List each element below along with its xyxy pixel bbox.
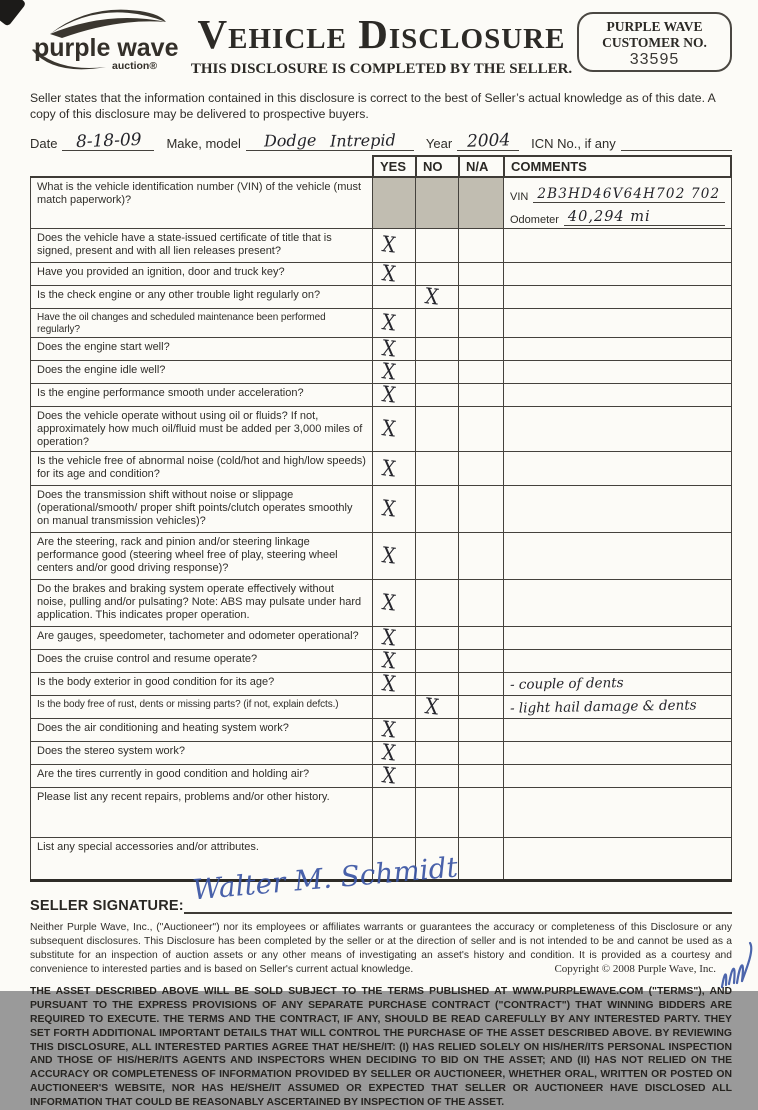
comments-cell[interactable] bbox=[503, 178, 732, 228]
no-checkbox-cell[interactable] bbox=[415, 361, 458, 383]
table-row bbox=[30, 283, 732, 311]
no-checkbox-cell[interactable] bbox=[415, 627, 458, 649]
question-column-header bbox=[30, 155, 372, 176]
na-checkbox-cell[interactable] bbox=[458, 650, 503, 672]
yes-checkbox-cell[interactable] bbox=[372, 381, 415, 409]
table-row bbox=[30, 624, 732, 652]
handwritten-x-mark: X bbox=[380, 670, 398, 698]
na-checkbox-cell[interactable] bbox=[458, 263, 503, 285]
yes-checkbox-cell[interactable] bbox=[372, 739, 415, 767]
question-text: Does the transmission shift without noise or slippage (operational/smooth/ proper shift points/clutch operates smoothly on manual transmission vehicles)? bbox=[30, 486, 372, 532]
yes-checkbox-cell[interactable] bbox=[372, 788, 415, 837]
comments-cell[interactable] bbox=[503, 627, 732, 649]
vehicle-info-row bbox=[30, 129, 732, 151]
no-checkbox-cell[interactable] bbox=[415, 533, 458, 579]
no-checkbox-cell[interactable] bbox=[415, 580, 458, 626]
question-text: Are gauges, speedometer, tachometer and odometer operational? bbox=[30, 627, 372, 649]
na-checkbox-cell[interactable] bbox=[458, 407, 503, 451]
table-row bbox=[30, 670, 732, 698]
handwritten-x-mark: X bbox=[380, 415, 398, 443]
comment-field-line bbox=[510, 180, 725, 203]
na-checkbox-cell[interactable] bbox=[458, 384, 503, 406]
question-text: Does the stereo system work? bbox=[30, 742, 372, 764]
comment-handwritten-note: - light hail damage & dents bbox=[509, 697, 697, 717]
table-row bbox=[30, 309, 732, 339]
year-handwritten: 2004 bbox=[466, 129, 511, 152]
na-checkbox-cell[interactable] bbox=[458, 719, 503, 741]
na-checkbox-cell[interactable] bbox=[458, 742, 503, 764]
no-checkbox-cell[interactable] bbox=[415, 452, 458, 485]
comments-cell[interactable] bbox=[503, 338, 732, 360]
handwritten-x-mark: X bbox=[380, 455, 398, 483]
terms-paragraph: THE ASSET DESCRIBED ABOVE WILL BE SOLD SUBJECT TO THE TERMS PUBLISHED AT WWW.PURPLEWAVE.COM ("TERMS"), AND PURSUANT TO THE EXPRESS PROVISIONS OF ANY SEPARATE PURCHASE CONTRACT ("CONTRACT") THAT WINNING BIDDERS ARE REQUIRED TO EXECUTE. THE TERMS AND THE CONTRACT, IF ANY, SHOULD BE READ CAREFULLY BY ANY INTERESTED PARTY. THEY SET FORTH ADDITIONAL IMPORTANT DETAILS THAT WILL CONTROL THE PURCHASE OF THE ASSET DESCRIBED ABOVE. BY REVIEWING THIS DISCLOSURE, ALL INTERESTED PARTIES AGREE THAT HE/SHE/IT: (I) HAS RELIED SOLELY ON HIS/HER/ITS PERSONAL INSPECTION AND THOSE OF HIS/HER/ITS AGENTS AND INSPECTORS WHEN DECIDING TO BID ON THE ASSET; AND (II) HAS NOT RELIED ON THE ACCURACY OR COMPLETENESS OF INFORMATION PROVIDED BY SELLER OR AUCTIONEER, WHETHER ORAL, WRITTEN OR POSTED ON AUCTIONEER'S WEBSITE, NOR HAS HE/SHE/IT ASSUMED OR EXPECTED THAT SELLER OR AUCTIONEER HAVE DISCLOSED ALL INFORMATION THAT COULD BE REASONABLY ASCERTAINED BY INSPECTION OF THE ASSET. bbox=[30, 985, 732, 1109]
na-checkbox-cell[interactable] bbox=[458, 309, 503, 338]
yes-column-header: YES bbox=[372, 155, 415, 176]
table-row bbox=[30, 486, 732, 533]
question-text: Are the steering, rack and pinion and/or steering linkage performance good (steering wheel free of play, steering wheel centers and/or good driving response)? bbox=[30, 533, 372, 579]
yes-checkbox-cell[interactable] bbox=[372, 716, 415, 744]
question-text: Is the check engine or any other trouble light regularly on? bbox=[30, 286, 372, 308]
question-text: Does the engine start well? bbox=[30, 338, 372, 360]
year-label: Year bbox=[425, 135, 453, 151]
no-checkbox-cell[interactable] bbox=[415, 309, 458, 338]
question-text: Do the brakes and braking system operate effectively without noise, pulling and/or pulsating? Note: ABS may pulsate under hard application. This indicates proper operation. bbox=[30, 580, 372, 626]
question-text: Does the vehicle operate without using oil or fluids? If not, approximately how much oil/fluid must be added per 3,000 miles of operation? bbox=[30, 407, 372, 451]
question-text: Does the cruise control and resume operate? bbox=[30, 650, 372, 672]
table-row bbox=[30, 716, 732, 744]
table-header-row bbox=[30, 155, 732, 176]
comments-cell[interactable] bbox=[503, 286, 732, 308]
no-checkbox-cell[interactable] bbox=[415, 178, 458, 228]
table-row bbox=[30, 452, 732, 486]
comments-cell[interactable] bbox=[503, 384, 732, 406]
comment-handwritten-note: - couple of dents bbox=[509, 675, 624, 694]
comments-cell[interactable] bbox=[503, 263, 732, 285]
na-checkbox-cell[interactable] bbox=[458, 627, 503, 649]
na-checkbox-cell[interactable] bbox=[458, 580, 503, 626]
make-model-label: Make, model bbox=[166, 135, 241, 151]
handwritten-x-mark: X bbox=[380, 589, 398, 617]
handwritten-x-mark: X bbox=[380, 762, 398, 790]
yes-checkbox-cell[interactable] bbox=[372, 533, 415, 579]
yes-checkbox-cell[interactable] bbox=[372, 358, 415, 386]
yes-checkbox-cell[interactable] bbox=[372, 647, 415, 675]
intro-statement: Seller states that the information contained in this disclosure is correct to the best of Seller’s actual knowledge as of this date. A copy of this disclosure may be delivered to prospective buyers. bbox=[30, 91, 716, 121]
handwritten-x-mark: X bbox=[380, 260, 398, 288]
seller-signature-label: SELLER SIGNATURE: bbox=[30, 898, 184, 915]
na-checkbox-cell[interactable] bbox=[458, 673, 503, 695]
comments-cell[interactable] bbox=[503, 673, 732, 695]
date-handwritten: 8-18-09 bbox=[75, 129, 142, 152]
na-checkbox-cell[interactable] bbox=[458, 788, 503, 837]
na-checkbox-cell[interactable] bbox=[458, 286, 503, 308]
copyright-notice: Copyright © 2008 Purple Wave, Inc. bbox=[554, 963, 716, 975]
comments-cell[interactable] bbox=[503, 742, 732, 764]
handwritten-x-mark: X bbox=[423, 693, 441, 721]
comments-cell[interactable] bbox=[503, 407, 732, 451]
customer-box-line1: PURPLE WAVE bbox=[606, 19, 703, 34]
yes-checkbox-cell[interactable] bbox=[372, 486, 415, 532]
question-text: Please list any recent repairs, problems and/or other history. bbox=[30, 788, 372, 837]
yes-checkbox-cell[interactable] bbox=[372, 452, 415, 485]
handwritten-x-mark: X bbox=[380, 231, 398, 259]
handwritten-x-mark: X bbox=[380, 335, 398, 363]
seller-signature-field[interactable] bbox=[184, 850, 732, 914]
handwritten-x-mark: X bbox=[380, 647, 398, 675]
question-text: Have the oil changes and scheduled maintenance been performed regularly? bbox=[30, 309, 372, 338]
disclosure-table bbox=[30, 155, 732, 883]
handwritten-x-mark: X bbox=[380, 309, 398, 337]
seller-signature-script: Walter M. Schmidt bbox=[190, 850, 459, 907]
comments-cell[interactable] bbox=[503, 696, 732, 718]
make-handwritten: Dodge bbox=[263, 130, 317, 151]
model-handwritten: Intrepid bbox=[330, 130, 397, 151]
question-text: Does the engine idle well? bbox=[30, 361, 372, 383]
comment-handwritten-value: 2B3HD46V64H702 702 bbox=[533, 186, 725, 203]
customer-number: 33595 bbox=[629, 51, 680, 69]
comment-handwritten-value: 40,294 mi bbox=[564, 209, 725, 226]
table-row bbox=[30, 229, 732, 263]
no-checkbox-cell[interactable] bbox=[415, 283, 458, 311]
table-row bbox=[30, 335, 732, 363]
yes-checkbox-cell[interactable] bbox=[372, 670, 415, 698]
table-row bbox=[30, 693, 732, 721]
handwritten-x-mark: X bbox=[423, 283, 441, 311]
handwritten-x-mark: X bbox=[380, 542, 398, 570]
comments-cell[interactable] bbox=[503, 838, 732, 879]
table-row bbox=[30, 358, 732, 386]
na-checkbox-cell[interactable] bbox=[458, 696, 503, 718]
customer-box-line2: CUSTOMER NO. bbox=[602, 34, 707, 50]
na-checkbox-cell[interactable] bbox=[458, 838, 503, 879]
no-checkbox-cell[interactable] bbox=[415, 765, 458, 787]
comments-cell[interactable] bbox=[503, 788, 732, 837]
no-checkbox-cell[interactable] bbox=[415, 229, 458, 262]
comments-column-header: COMMENTS bbox=[503, 155, 732, 176]
disclosure-table-body bbox=[30, 176, 732, 883]
date-label: Date bbox=[30, 135, 58, 151]
question-text: Is the body exterior in good condition for its age? bbox=[30, 673, 372, 695]
logo-wordmark: purple wave bbox=[34, 34, 179, 62]
na-checkbox-cell[interactable] bbox=[458, 229, 503, 262]
table-row bbox=[30, 647, 732, 675]
blue-pen-scribble bbox=[712, 939, 756, 991]
logo-swoosh-icon bbox=[28, 8, 186, 78]
no-checkbox-cell[interactable] bbox=[415, 719, 458, 741]
comment-field-label: VIN bbox=[510, 190, 529, 203]
yes-checkbox-cell[interactable] bbox=[372, 178, 415, 228]
comments-cell[interactable] bbox=[503, 229, 732, 262]
comment-field-line bbox=[510, 203, 725, 226]
yes-checkbox-cell[interactable] bbox=[372, 309, 415, 338]
handwritten-x-mark: X bbox=[380, 739, 398, 767]
na-column-header: N/A bbox=[458, 155, 503, 176]
yes-checkbox-cell[interactable] bbox=[372, 229, 415, 262]
comments-cell[interactable] bbox=[503, 650, 732, 672]
na-checkbox-cell[interactable] bbox=[458, 486, 503, 532]
table-row bbox=[30, 739, 732, 767]
yes-checkbox-cell[interactable] bbox=[372, 762, 415, 790]
no-checkbox-cell[interactable] bbox=[415, 650, 458, 672]
purple-wave-logo bbox=[28, 8, 186, 78]
question-text: Does the air conditioning and heating system work? bbox=[30, 719, 372, 741]
icn-label: ICN No., if any bbox=[531, 135, 616, 151]
yes-checkbox-cell[interactable] bbox=[372, 286, 415, 308]
question-text: What is the vehicle identification number (VIN) of the vehicle (must match paperwork)? bbox=[30, 178, 372, 228]
table-row bbox=[30, 788, 732, 838]
disclaimer-paragraph: Neither Purple Wave, Inc., ("Auctioneer") nor its employees or affiliates warrants or guarantees the accuracy or completeness of this Disclosure or any subsequent disclosures. This Disclosure has been completed by the seller or at the direction of seller and is not intended to be and cannot be used as a substitute for an inspection of auction assets or any other means of investigating an asset's history and condition. It is provided as a courtesy and convenience to interested parties and is based on Seller's current actual knowledge. bbox=[30, 922, 732, 975]
question-text: Are the tires currently in good condition and holding air? bbox=[30, 765, 372, 787]
handwritten-x-mark: X bbox=[380, 381, 398, 409]
na-checkbox-cell[interactable] bbox=[458, 178, 503, 228]
handwritten-x-mark: X bbox=[380, 716, 398, 744]
question-text: List any special accessories and/or attributes. bbox=[30, 838, 372, 879]
comments-cell[interactable] bbox=[503, 765, 732, 787]
yes-checkbox-cell[interactable] bbox=[372, 580, 415, 626]
handwritten-x-mark: X bbox=[380, 624, 398, 652]
table-row bbox=[30, 260, 732, 288]
yes-checkbox-cell[interactable] bbox=[372, 624, 415, 652]
na-checkbox-cell[interactable] bbox=[458, 361, 503, 383]
table-row bbox=[30, 762, 732, 790]
yes-checkbox-cell[interactable] bbox=[372, 335, 415, 363]
table-row bbox=[30, 580, 732, 627]
question-text: Is the engine performance smooth under acceleration? bbox=[30, 384, 372, 406]
form-header bbox=[0, 0, 758, 84]
handwritten-x-mark: X bbox=[380, 495, 398, 523]
na-checkbox-cell[interactable] bbox=[458, 765, 503, 787]
yes-checkbox-cell[interactable] bbox=[372, 407, 415, 451]
question-text: Is the vehicle free of abnormal noise (cold/hot and high/low speeds) for its age and condition? bbox=[30, 452, 372, 485]
no-checkbox-cell[interactable] bbox=[415, 673, 458, 695]
comments-cell[interactable] bbox=[503, 533, 732, 579]
no-checkbox-cell[interactable] bbox=[415, 263, 458, 285]
year-field[interactable] bbox=[457, 131, 519, 151]
yes-checkbox-cell[interactable] bbox=[372, 260, 415, 288]
comments-cell[interactable] bbox=[503, 452, 732, 485]
page-title: Vehicle Disclosure bbox=[197, 11, 566, 57]
comments-cell[interactable] bbox=[503, 361, 732, 383]
customer-number-box bbox=[577, 12, 732, 72]
comments-cell[interactable] bbox=[503, 580, 732, 626]
icn-field[interactable] bbox=[621, 131, 732, 151]
date-field[interactable] bbox=[62, 131, 154, 151]
question-text: Is the body free of rust, dents or missing parts? (if not, explain defcts.) bbox=[30, 696, 372, 718]
question-text: Have you provided an ignition, door and truck key? bbox=[30, 263, 372, 285]
no-checkbox-cell[interactable] bbox=[415, 338, 458, 360]
yes-checkbox-cell[interactable] bbox=[372, 696, 415, 718]
comment-field-label: Odometer bbox=[510, 213, 559, 226]
na-checkbox-cell[interactable] bbox=[458, 338, 503, 360]
logo-tagline: auction® bbox=[112, 60, 158, 72]
question-text: Does the vehicle have a state-issued certificate of title that is signed, present and with all lien releases present? bbox=[30, 229, 372, 262]
seller-signature-row bbox=[30, 850, 732, 915]
no-checkbox-cell[interactable] bbox=[415, 384, 458, 406]
make-model-field[interactable] bbox=[246, 131, 414, 151]
no-checkbox-cell[interactable] bbox=[415, 788, 458, 837]
na-checkbox-cell[interactable] bbox=[458, 452, 503, 485]
no-column-header: NO bbox=[415, 155, 458, 176]
table-row bbox=[30, 407, 732, 452]
comments-cell[interactable] bbox=[503, 719, 732, 741]
no-checkbox-cell[interactable] bbox=[415, 693, 458, 721]
handwritten-x-mark: X bbox=[380, 358, 398, 386]
no-checkbox-cell[interactable] bbox=[415, 486, 458, 532]
comments-cell[interactable] bbox=[503, 486, 732, 532]
page-subtitle: THIS DISCLOSURE IS COMPLETED BY THE SELLER. bbox=[190, 61, 573, 77]
no-checkbox-cell[interactable] bbox=[415, 407, 458, 451]
no-checkbox-cell[interactable] bbox=[415, 742, 458, 764]
title-block bbox=[186, 8, 577, 84]
table-row bbox=[30, 178, 732, 229]
na-checkbox-cell[interactable] bbox=[458, 533, 503, 579]
table-row bbox=[30, 381, 732, 409]
table-row bbox=[30, 533, 732, 580]
comments-cell[interactable] bbox=[503, 309, 732, 338]
